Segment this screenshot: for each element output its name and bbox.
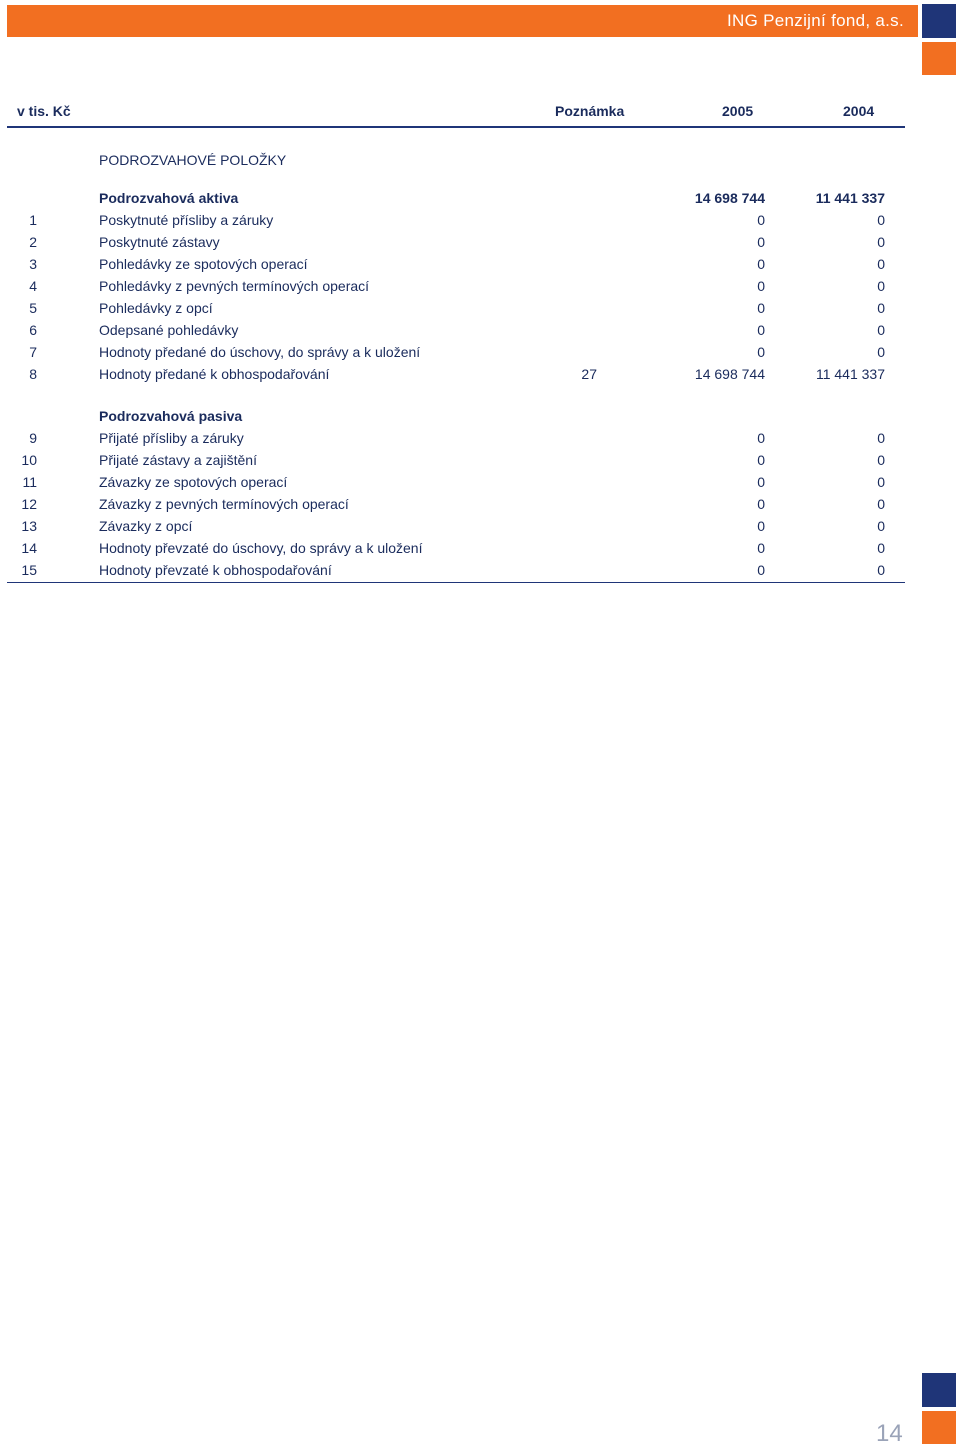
row-value-2004: 0	[877, 300, 885, 316]
row-number: 6	[29, 322, 37, 338]
row-value-2004: 0	[877, 344, 885, 360]
row-number: 13	[21, 518, 37, 534]
row-value-2005: 0	[757, 300, 765, 316]
table-row	[7, 493, 905, 515]
assets-total-2005: 14 698 744	[694, 190, 765, 206]
row-value-2005: 0	[757, 496, 765, 512]
row-value-2004: 0	[877, 278, 885, 294]
row-value-2004: 0	[877, 212, 885, 228]
row-label: Pohledávky ze spotových operací	[99, 256, 308, 272]
row-value-2004: 0	[877, 256, 885, 272]
row-value-2005: 0	[757, 234, 765, 250]
table-bottom-rule	[7, 582, 905, 583]
header-bar	[7, 5, 918, 37]
row-label: Poskytnuté přísliby a záruky	[99, 212, 274, 228]
row-label: Odepsané pohledávky	[99, 322, 239, 338]
row-number: 12	[21, 496, 37, 512]
row-label: Hodnoty předané k obhospodařování	[99, 366, 330, 382]
row-value-2005: 0	[757, 540, 765, 556]
table-row	[7, 231, 905, 253]
table-row	[7, 319, 905, 341]
header-rule	[7, 126, 905, 128]
row-number: 2	[29, 234, 37, 250]
row-number: 4	[29, 278, 37, 294]
row-value-2005: 0	[757, 430, 765, 446]
table-row	[7, 297, 905, 319]
assets-title: Podrozvahová aktiva	[99, 190, 239, 206]
table-row	[7, 427, 905, 449]
assets-total-2004: 11 441 337	[815, 190, 885, 206]
section-title-row	[7, 149, 905, 171]
row-value-2005: 0	[757, 562, 765, 578]
row-label: Závazky z opcí	[99, 518, 193, 534]
row-value-2004: 0	[877, 496, 885, 512]
row-number: 14	[21, 540, 37, 556]
row-number: 11	[22, 474, 37, 490]
row-label: Pohledávky z pevných termínových operací	[99, 278, 370, 294]
row-value-2004: 0	[877, 452, 885, 468]
row-value-2005: 0	[757, 452, 765, 468]
note-column-header: Poznámka	[555, 103, 625, 119]
row-number: 5	[29, 300, 37, 316]
table-row	[7, 363, 905, 385]
row-number: 1	[29, 212, 37, 228]
row-number: 8	[29, 366, 37, 382]
orange-square-top	[922, 42, 956, 75]
table-row	[7, 471, 905, 493]
row-value-2005: 14 698 744	[694, 366, 765, 382]
row-value-2004: 0	[877, 474, 885, 490]
navy-square-bottom	[922, 1373, 956, 1407]
row-label: Přijaté přísliby a záruky	[99, 430, 244, 446]
column-header	[7, 101, 905, 123]
row-value-2005: 0	[757, 322, 765, 338]
row-number: 9	[29, 430, 37, 446]
row-label: Poskytnuté zástavy	[99, 234, 220, 250]
row-value-2005: 0	[757, 256, 765, 272]
row-value-2005: 0	[757, 474, 765, 490]
year-2004-header: 2004	[843, 103, 875, 119]
row-value-2005: 0	[757, 278, 765, 294]
row-number: 3	[29, 256, 37, 272]
table-row	[7, 559, 905, 581]
row-value-2004: 11 441 337	[815, 366, 885, 382]
row-label: Hodnoty převzaté k obhospodařování	[99, 562, 332, 578]
row-value-2004: 0	[877, 430, 885, 446]
row-value-2005: 0	[757, 212, 765, 228]
row-label: Hodnoty převzaté do úschovy, do správy a k uložení	[99, 540, 423, 556]
row-value-2005: 0	[757, 518, 765, 534]
table-row	[7, 449, 905, 471]
row-value-2005: 0	[757, 344, 765, 360]
row-label: Přijaté zástavy a zajištění	[99, 452, 257, 468]
table-row	[7, 253, 905, 275]
table-row	[7, 341, 905, 363]
table-row	[7, 275, 905, 297]
row-number: 10	[21, 452, 37, 468]
table-row	[7, 209, 905, 231]
organization-name: ING Penzijní fond, a.s.	[727, 11, 904, 30]
row-value-2004: 0	[877, 518, 885, 534]
assets-total-row	[7, 187, 905, 209]
liabilities-title: Podrozvahová pasiva	[99, 408, 243, 424]
page-number: 14	[876, 1420, 903, 1447]
orange-square-bottom	[922, 1411, 956, 1444]
table-row	[7, 537, 905, 559]
row-number: 15	[21, 562, 37, 578]
navy-square-top	[922, 4, 956, 38]
row-note: 27	[581, 366, 597, 382]
row-label: Hodnoty předané do úschovy, do správy a k uložení	[99, 344, 421, 360]
section-title: PODROZVAHOVÉ POLOŽKY	[99, 152, 287, 168]
row-value-2004: 0	[877, 562, 885, 578]
table-row	[7, 515, 905, 537]
year-2005-header: 2005	[722, 103, 754, 119]
row-label: Závazky ze spotových operací	[99, 474, 288, 490]
row-value-2004: 0	[877, 234, 885, 250]
liabilities-title-row	[7, 405, 905, 427]
row-value-2004: 0	[877, 322, 885, 338]
row-label: Pohledávky z opcí	[99, 300, 213, 316]
row-value-2004: 0	[877, 540, 885, 556]
row-label: Závazky z pevných termínových operací	[99, 496, 349, 512]
row-number: 7	[29, 344, 37, 360]
units-label: v tis. Kč	[17, 103, 71, 119]
